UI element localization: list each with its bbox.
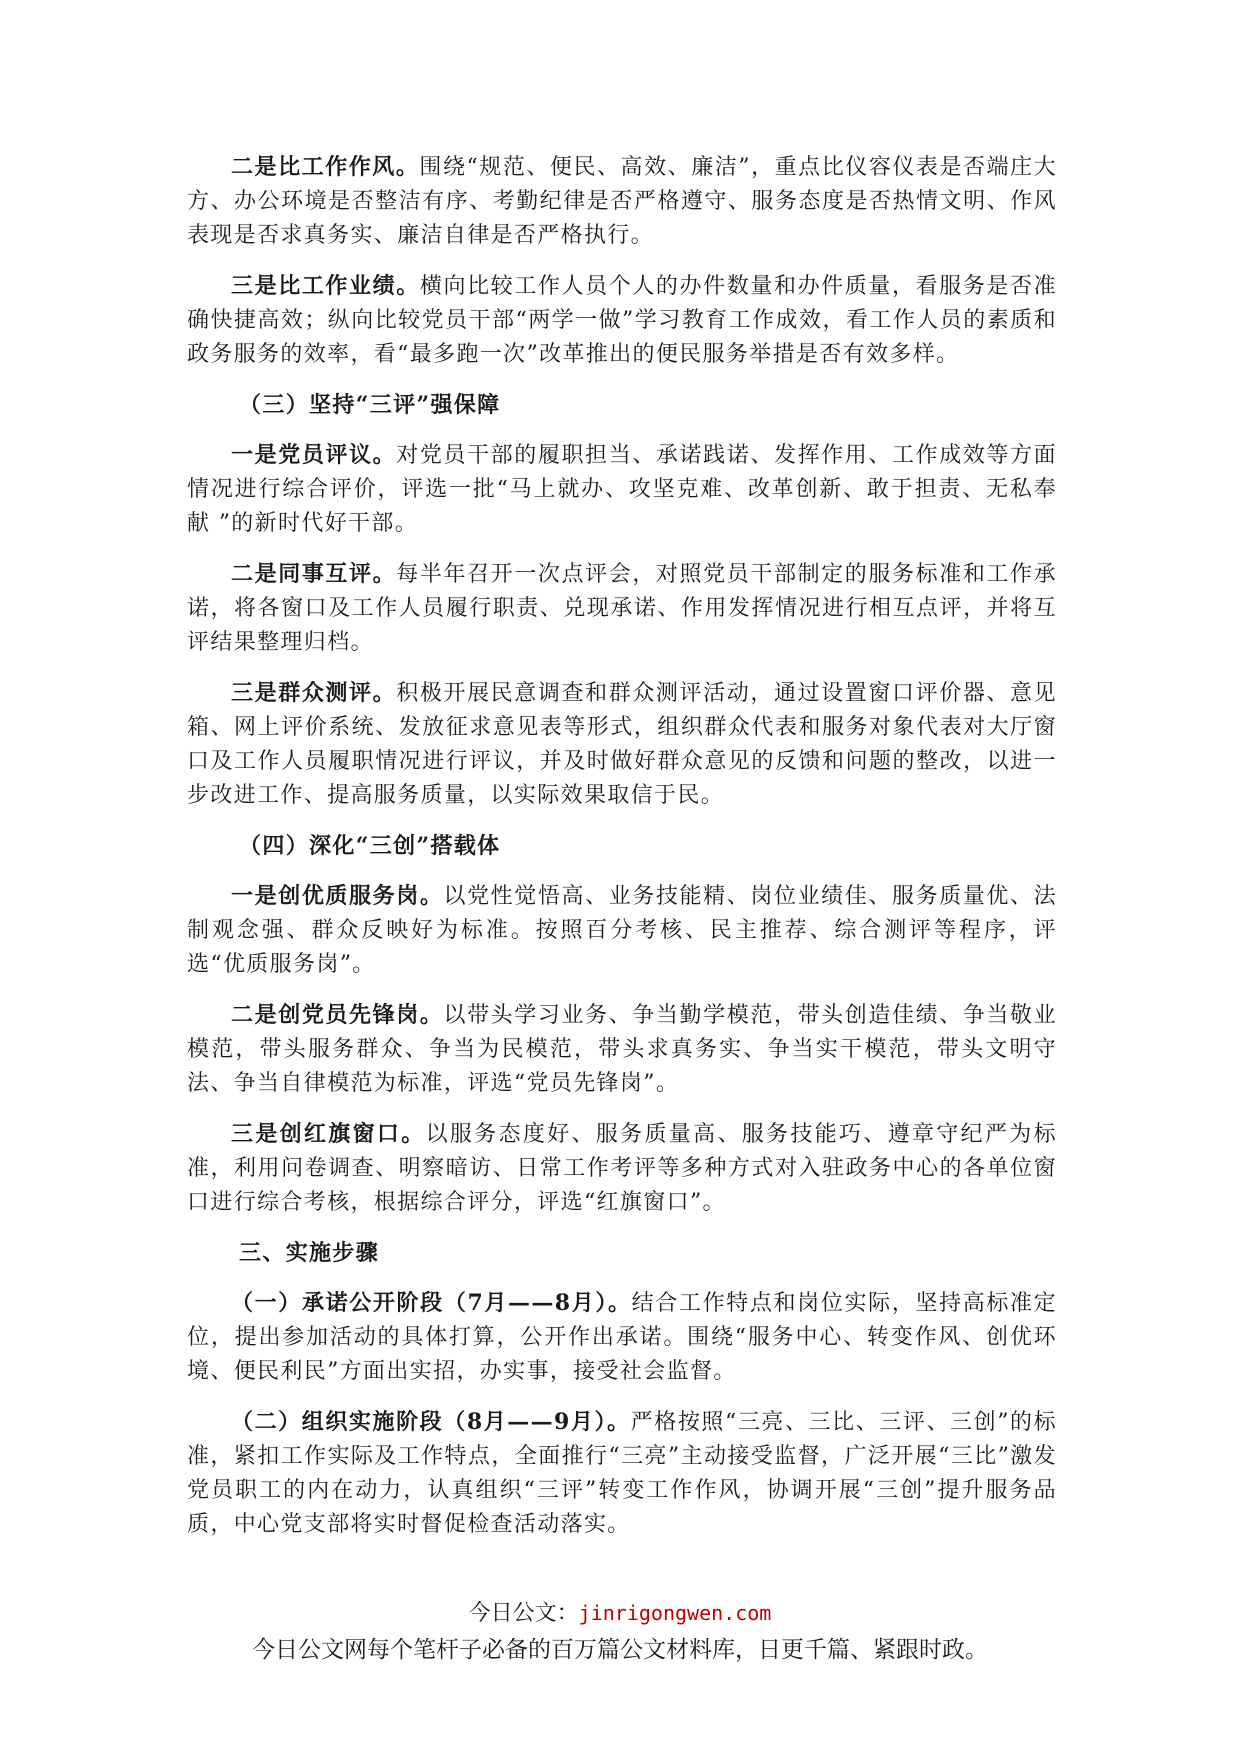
paragraph-pioneer-post <box>187 998 1057 1101</box>
paragraph-lead: 一是创优质服务岗。 <box>231 883 444 909</box>
paragraph-text: 每半年召开一次点评会，对照党员干部制定的服务标准和工作承诺，将各窗口及工作人员履行职责、兑现承诺、作用发挥情况进行相互点评，并将互评结果整理归档。 <box>187 562 1057 655</box>
footer-site-line <box>0 1598 1240 1629</box>
section-heading-three-evaluations: （三）坚持“三评”强保障 <box>239 392 501 418</box>
paragraph-public-review <box>187 676 1057 813</box>
paragraph-lead: 一是党员评议。 <box>231 442 397 468</box>
section-heading-implementation-steps: 三、实施步骤 <box>239 1240 380 1266</box>
paragraph-red-flag-window <box>187 1117 1057 1220</box>
footer-slogan: 今日公文网每个笔杆子必备的百万篇公文材料库，日更千篇、紧跟时政。 <box>252 1637 988 1663</box>
paragraph-quality-post <box>187 879 1057 982</box>
document-body <box>187 150 1057 1558</box>
paragraph-work-style <box>187 150 1057 253</box>
footer-site-label: 今日公文： <box>468 1601 579 1626</box>
paragraph-text: 以带头学习业务、争当勤学模范，带头创造佳绩、争当敬业模范，带头服务群众、争当为民模范，带头求真务实、争当实干模范，带头文明守法、争当自律模范为标准，评选“党员先锋岗”。 <box>187 1003 1057 1096</box>
footer-site-link[interactable]: jinrigongwen.com <box>578 1601 772 1625</box>
paragraph-lead: 三是创红旗窗口。 <box>231 1121 426 1147</box>
paragraph-text: 对党员干部的履职担当、承诺践诺、发挥作用、工作成效等方面情况进行综合评价，评选一批“马上就办、攻坚克难、改革创新、敢于担责、无私奉献 ”的新时代好干部。 <box>187 443 1057 536</box>
paragraph-text: 结合工作特点和岗位实际，坚持高标准定位，提出参加活动的具体打算，公开作出承诺。围绕“服务中心、转变作风、创优环境、便民利民”方面出实招，办实事，接受社会监督。 <box>187 1291 1057 1384</box>
paragraph-text: 积极开展民意调查和群众测评活动，通过设置窗口评价器、意见箱、网上评价系统、发放征求意见表等形式，组织群众代表和服务对象代表对大厅窗口及工作人员履职情况进行评议，并及时做好群众意见的反馈和问题的整改，以进一步改进工作、提高服务质量，以实际效果取信于民。 <box>187 681 1057 808</box>
paragraph-lead: （二）组织实施阶段（8月——9月）。 <box>231 1409 631 1435</box>
paragraph-lead: （一）承诺公开阶段（7月——8月）。 <box>231 1290 632 1316</box>
paragraph-text: 严格按照“三亮、三比、三评、三创”的标准，紧扣工作实际及工作特点，全面推行“三亮”主动接受监督，广泛开展“三比”激发党员职工的内在动力，认真组织“三评”转变工作作风，协调开展“三创”提升服务品质，中心党支部将实时督促检查活动落实。 <box>187 1410 1057 1537</box>
section-heading-three-creations: （四）深化“三创”搭载体 <box>239 833 501 859</box>
paragraph-lead: 二是同事互评。 <box>231 561 397 587</box>
paragraph-lead: 三是比工作业绩。 <box>231 273 420 299</box>
paragraph-member-review <box>187 438 1057 541</box>
paragraph-lead: 二是创党员先锋岗。 <box>231 1002 444 1028</box>
paragraph-commitment-stage <box>187 1286 1057 1389</box>
paragraph-text: 以党性觉悟高、业务技能精、岗位业绩佳、服务质量优、法制观念强、群众反映好为标准。按照百分考核、民主推荐、综合测评等程序，评选“优质服务岗”。 <box>187 884 1057 977</box>
paragraph-text: 横向比较工作人员个人的办件数量和办件质量，看服务是否准确快捷高效；纵向比较党员干部“两学一做”学习教育工作成效，看工作人员的素质和政务服务的效率，看“最多跑一次”改革推出的便民服务举措是否有效多样。 <box>187 274 1057 367</box>
paragraph-lead: 三是群众测评。 <box>231 680 397 706</box>
paragraph-text: 以服务态度好、服务质量高、服务技能巧、遵章守纪严为标准，利用问卷调查、明察暗访、日常工作考评等多种方式对入驻政务中心的各单位窗口进行综合考核，根据综合评分，评选“红旗窗口”。 <box>187 1122 1057 1215</box>
paragraph-implementation-stage <box>187 1405 1057 1542</box>
paragraph-text: 围绕“规范、便民、高效、廉洁”，重点比仪容仪表是否端庄大方、办公环境是否整洁有序、考勤纪律是否严格遵守、服务态度是否热情文明、作风表现是否求真务实、廉洁自律是否严格执行。 <box>187 155 1058 248</box>
paragraph-work-performance <box>187 269 1057 372</box>
paragraph-peer-review <box>187 557 1057 660</box>
paragraph-lead: 二是比工作作风。 <box>231 154 420 180</box>
